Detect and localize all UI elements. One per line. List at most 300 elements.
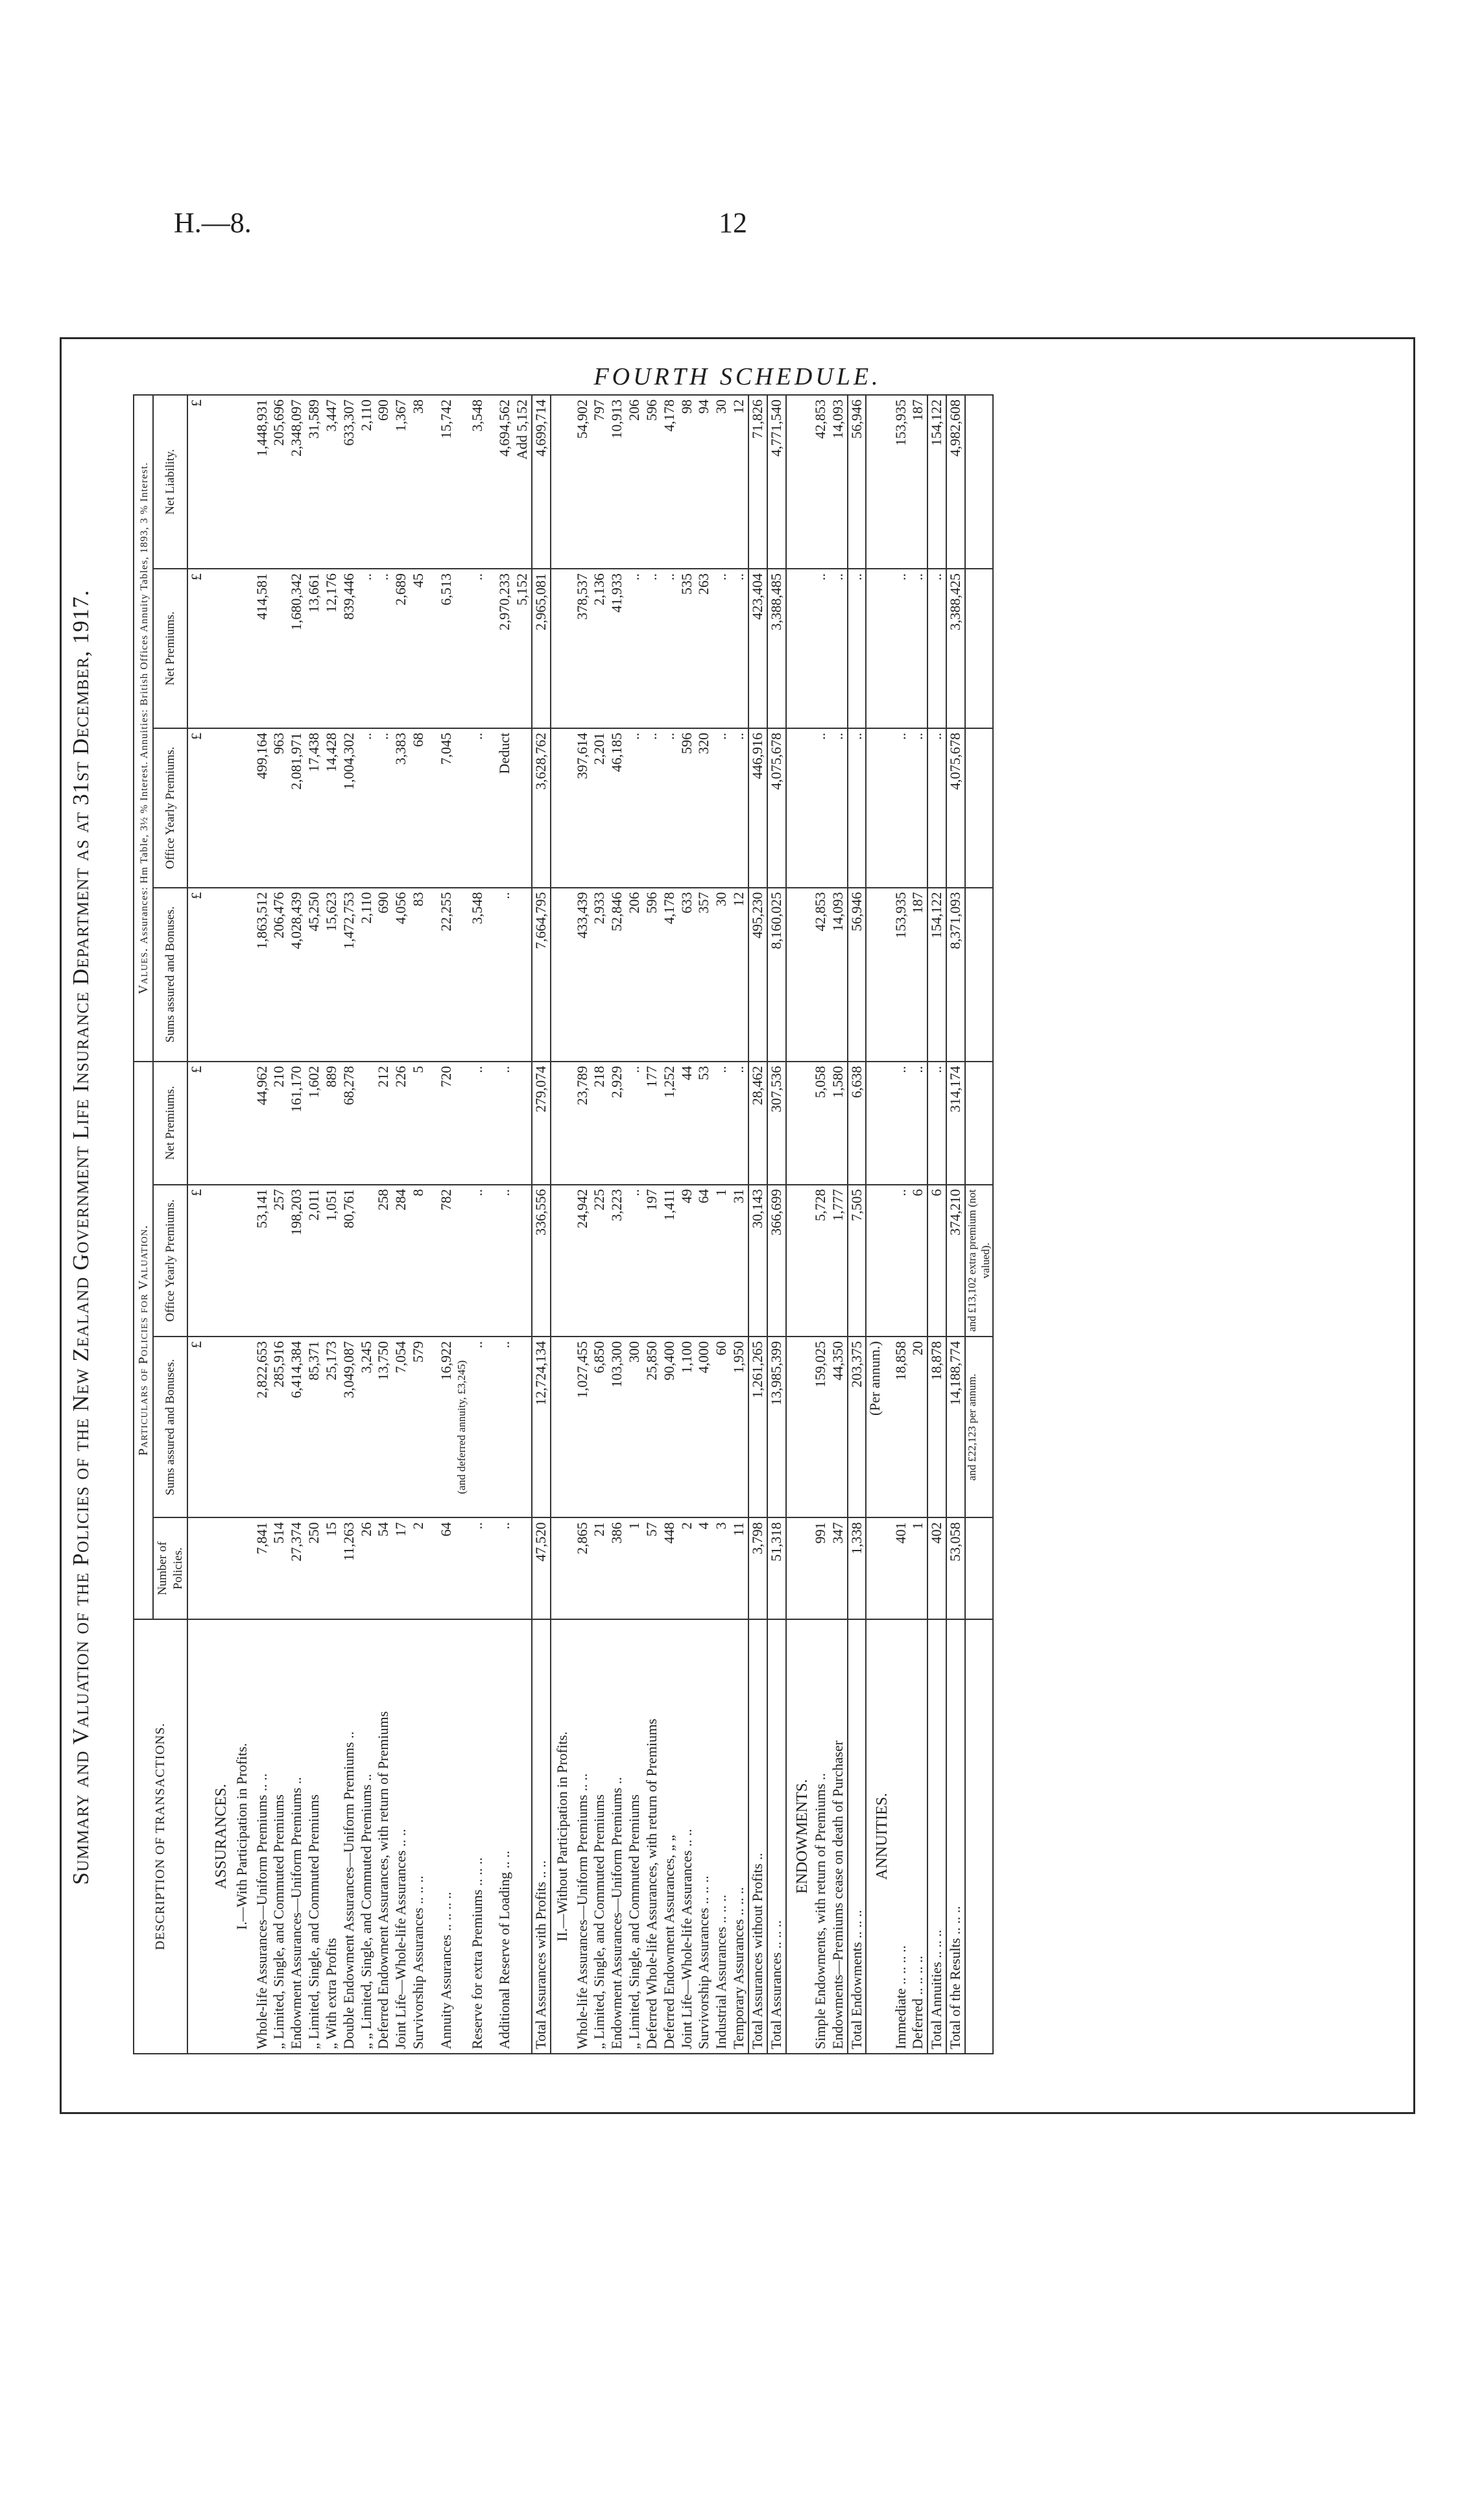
table-row (358, 395, 376, 2054)
cell-value: 45,250 (305, 888, 323, 1062)
cell-value: 8 (410, 1185, 427, 1337)
cell-value: 963 (270, 728, 288, 888)
cell-value: 51,318 (767, 1517, 786, 1619)
cell-value: .. (375, 728, 392, 888)
schedule-frame (60, 337, 1415, 2114)
cell-value: 45 (410, 569, 427, 728)
row-description: I.—With Participation in Profits. (231, 1619, 254, 2054)
cell-value: 433,439 (574, 888, 592, 1062)
cell-value: 535 (678, 569, 696, 728)
row-description (486, 1619, 496, 2054)
col-values-net-premiums: Net Premiums. (153, 569, 187, 728)
cell-value: and £13,102 extra premium (not valued). (965, 1185, 993, 1337)
table-row (866, 395, 892, 2054)
cell-value: 3,548 (469, 395, 486, 569)
col-description-header: DESCRIPTION OF TRANSACTIONS. (134, 1619, 187, 2054)
cell-value: 38 (410, 395, 427, 569)
cell-value: 3,447 (323, 395, 341, 569)
row-description: Joint Life—Whole-life Assurances .. .. (678, 1619, 696, 2054)
cell-value: 206 (626, 888, 643, 1062)
cell-value (786, 395, 812, 569)
row-description: Total of the Results .. .. .. (946, 1619, 965, 2054)
cell-value: 7,054 (392, 1337, 410, 1517)
table-row (270, 395, 288, 2054)
cell-value: 402 (927, 1517, 946, 1619)
row-description: „ Limited, Single, and Commuted Premiums (626, 1619, 643, 2054)
cell-value: (and deferred annuity, £3,245) (455, 1337, 469, 1517)
cell-value: 401 (892, 1517, 910, 1619)
cell-value: 782 (438, 1185, 455, 1337)
cell-value (551, 888, 574, 1062)
table-row (574, 395, 592, 2054)
cell-value: 44,962 (254, 1062, 271, 1185)
cell-value: 2,689 (392, 569, 410, 728)
cell-value: 226 (392, 1062, 410, 1185)
cell-value: 187 (909, 888, 927, 1062)
cell-value (270, 569, 288, 728)
cell-value: 596 (643, 395, 661, 569)
cell-value (206, 728, 231, 888)
cell-value: 1,680,342 (288, 569, 305, 728)
cell-value: 7,841 (254, 1517, 271, 1619)
cell-value: .. (358, 728, 376, 888)
row-description: Deferred .. .. .. .. (909, 1619, 927, 2054)
cell-value: 177 (643, 1062, 661, 1185)
cell-value (358, 1185, 376, 1337)
cell-value: 2,081,971 (288, 728, 305, 888)
cell-value: 839,446 (341, 569, 358, 728)
cell-value: 4,771,540 (767, 395, 786, 569)
cell-value: 4,075,678 (767, 728, 786, 888)
cell-value: 423,404 (748, 569, 767, 728)
cell-value (231, 1185, 254, 1337)
cell-value (486, 395, 496, 569)
cell-value (786, 888, 812, 1062)
cell-value: 1,602 (305, 1062, 323, 1185)
cell-value: 12 (730, 888, 748, 1062)
cell-value: 85,371 (305, 1337, 323, 1517)
cell-value: 42,853 (812, 395, 830, 569)
page-number: 12 (719, 207, 747, 239)
cell-value: 4,075,678 (946, 728, 965, 888)
cell-value: 4,028,439 (288, 888, 305, 1062)
cell-value: 1,950 (730, 1337, 748, 1517)
cell-value (786, 1062, 812, 1185)
cell-value: 4,178 (661, 395, 678, 569)
cell-value: 14,093 (830, 395, 848, 569)
cell-value: 300 (626, 1337, 643, 1517)
cell-value (514, 1337, 532, 1517)
cell-value: 2 (678, 1517, 696, 1619)
cell-value: 889 (323, 1062, 341, 1185)
cell-value (231, 1062, 254, 1185)
cell-value: 2,136 (591, 569, 608, 728)
table-row (830, 395, 848, 2054)
col-net-liability: Net Liability. (153, 395, 187, 569)
cell-value: .. (909, 728, 927, 888)
cell-value: 2,822,653 (254, 1337, 271, 1517)
row-description: „ With extra Profits (323, 1619, 341, 2054)
cell-value: .. (496, 1517, 514, 1619)
cell-value: 991 (812, 1517, 830, 1619)
cell-value: 495,230 (748, 888, 767, 1062)
table-row (288, 395, 305, 2054)
row-description: ENDOWMENTS. (786, 1619, 812, 2054)
row-description: Whole-life Assurances—Uniform Premiums .. .. (574, 1619, 592, 2054)
table-row (231, 395, 254, 2054)
cell-value (965, 395, 993, 569)
cell-value: 374,210 (946, 1185, 965, 1337)
cell-value: Add 5,152 (514, 395, 532, 569)
cell-value: 5,058 (812, 1062, 830, 1185)
cell-value (427, 888, 438, 1062)
cell-value: .. (909, 569, 927, 728)
cell-value (514, 1185, 532, 1337)
row-description: Deferred Endowment Assurances, „ „ (661, 1619, 678, 2054)
row-description: Deferred Whole-life Assurances, with return of Premiums (643, 1619, 661, 2054)
cell-value: 24,942 (574, 1185, 592, 1337)
table-row (427, 395, 438, 2054)
table-row (438, 395, 455, 2054)
cell-value: .. (927, 569, 946, 728)
cell-value: .. (661, 728, 678, 888)
cell-value (786, 728, 812, 888)
cell-value: 41,933 (608, 569, 626, 728)
cell-value: 2 (410, 1517, 427, 1619)
table-row (678, 395, 696, 2054)
cell-value: 1,051 (323, 1185, 341, 1337)
cell-value: .. (713, 728, 730, 888)
cell-value: .. (848, 728, 867, 888)
cell-value: 6,850 (591, 1337, 608, 1517)
cell-value: 386 (608, 1517, 626, 1619)
cell-value (231, 1517, 254, 1619)
cell-value: 14,093 (830, 888, 848, 1062)
currency-symbol: £ (187, 1062, 206, 1185)
cell-value (786, 1337, 812, 1517)
cell-value: 30,143 (748, 1185, 767, 1337)
row-description: Total Assurances without Profits .. (748, 1619, 767, 2054)
cell-value (486, 728, 496, 888)
cell-value: 1,261,265 (748, 1337, 767, 1517)
cell-value: .. (496, 1337, 514, 1517)
cell-value: 16,922 (438, 1337, 455, 1517)
cell-value: 60 (713, 1337, 730, 1517)
cell-value: 284 (392, 1185, 410, 1337)
cell-value: .. (469, 569, 486, 728)
cell-value: 3,245 (358, 1337, 376, 1517)
cell-value: 397,614 (574, 728, 592, 888)
table-row (786, 395, 812, 2054)
cell-value: 3,798 (748, 1517, 767, 1619)
table-row (626, 395, 643, 2054)
cell-value (866, 1517, 892, 1619)
currency-symbol: £ (187, 1337, 206, 1517)
cell-value: 446,916 (748, 728, 767, 888)
cell-value: .. (812, 728, 830, 888)
cell-value: 206 (626, 395, 643, 569)
cell-value: .. (713, 1062, 730, 1185)
cell-value: 212 (375, 1062, 392, 1185)
cell-value: 11,263 (341, 1517, 358, 1619)
cell-value (455, 395, 469, 569)
cell-value: 1,472,753 (341, 888, 358, 1062)
row-description: Immediate .. .. .. .. (892, 1619, 910, 2054)
cell-value (427, 395, 438, 569)
cell-value: 13,661 (305, 569, 323, 728)
table-row (713, 395, 730, 2054)
row-description: Endowments—Premiums cease on death of Purchaser (830, 1619, 848, 2054)
cell-value: 2,865 (574, 1517, 592, 1619)
cell-value: 64 (438, 1517, 455, 1619)
cell-value: 30 (713, 888, 730, 1062)
cell-value: 15,623 (323, 888, 341, 1062)
cell-value: 90,400 (661, 1337, 678, 1517)
cell-value (455, 728, 469, 888)
table-row (455, 395, 469, 2054)
table-row (946, 395, 965, 2054)
table-row (812, 395, 830, 2054)
cell-value (965, 728, 993, 888)
cell-value: 336,556 (532, 1185, 551, 1337)
cell-value: 3,548 (469, 888, 486, 1062)
row-description: ANNUITIES. (866, 1619, 892, 2054)
currency-symbol: £ (187, 728, 206, 888)
cell-value: 30 (713, 395, 730, 569)
cell-value: 1,863,512 (254, 888, 271, 1062)
row-description (427, 1619, 438, 2054)
cell-value (455, 569, 469, 728)
row-description: Survivorship Assurances .. .. .. (410, 1619, 427, 2054)
cell-value: 161,170 (288, 1062, 305, 1185)
cell-value: 31 (730, 1185, 748, 1337)
cell-value: 31,589 (305, 395, 323, 569)
cell-value: 2,011 (305, 1185, 323, 1337)
cell-value: 3,049,087 (341, 1337, 358, 1517)
cell-value (486, 1517, 496, 1619)
cell-value (486, 1185, 496, 1337)
cell-value: 2,110 (358, 395, 376, 569)
cell-value: 17 (392, 1517, 410, 1619)
cell-value: 153,935 (892, 395, 910, 569)
cell-value: 1,338 (848, 1517, 867, 1619)
cell-value: 56,946 (848, 395, 867, 569)
cell-value: .. (358, 569, 376, 728)
cell-value: 53 (695, 1062, 713, 1185)
cell-value: 2,970,233 (496, 569, 514, 728)
cell-value (486, 569, 496, 728)
table-row (486, 395, 496, 2054)
cell-value (965, 1517, 993, 1619)
valuation-table-body (187, 395, 994, 2054)
cell-value: 6,638 (848, 1062, 867, 1185)
row-description: ASSURANCES. (206, 1619, 231, 2054)
table-row (848, 395, 867, 2054)
cell-value: .. (730, 1062, 748, 1185)
cell-value: 3 (713, 1517, 730, 1619)
cell-value: 46,185 (608, 728, 626, 888)
cell-value: .. (892, 569, 910, 728)
cell-value: 12,724,134 (532, 1337, 551, 1517)
table-row (591, 395, 608, 2054)
table-row (496, 395, 514, 2054)
cell-value: 414,581 (254, 569, 271, 728)
cell-value: 5,152 (514, 569, 532, 728)
cell-value: .. (643, 569, 661, 728)
cell-value: 44 (678, 1062, 696, 1185)
cell-value: 17,438 (305, 728, 323, 888)
cell-value: 7,664,795 (532, 888, 551, 1062)
cell-value: .. (892, 728, 910, 888)
table-row (375, 395, 392, 2054)
cell-value: .. (661, 569, 678, 728)
table-row (892, 395, 910, 2054)
cell-value: .. (469, 1517, 486, 1619)
cell-value: .. (469, 1185, 486, 1337)
cell-value: 28,462 (748, 1062, 767, 1185)
cell-value (514, 1517, 532, 1619)
cell-value (551, 569, 574, 728)
cell-value: 1 (909, 1517, 927, 1619)
cell-value (231, 569, 254, 728)
cell-value: 1 (626, 1517, 643, 1619)
cell-value: .. (892, 1062, 910, 1185)
cell-value: .. (496, 888, 514, 1062)
cell-value: 797 (591, 395, 608, 569)
col-net-premiums: Net Premiums. (153, 1062, 187, 1185)
cell-value: .. (496, 1062, 514, 1185)
row-description: Temporary Assurances .. .. .. (730, 1619, 748, 2054)
cell-value: 257 (270, 1185, 288, 1337)
cell-value: 1,777 (830, 1185, 848, 1337)
cell-value (514, 888, 532, 1062)
cell-value: 366,699 (767, 1185, 786, 1337)
cell-value (786, 1185, 812, 1337)
cell-value: 6,414,384 (288, 1337, 305, 1517)
cell-value (455, 1517, 469, 1619)
cell-value (427, 1517, 438, 1619)
cell-value: 2,201 (591, 728, 608, 888)
table-row (532, 395, 551, 2054)
cell-value (866, 888, 892, 1062)
cell-value: 18,858 (892, 1337, 910, 1517)
cell-value: 197 (643, 1185, 661, 1337)
cell-value: 12 (730, 395, 748, 569)
cell-value: 258 (375, 1185, 392, 1337)
cell-value: 71,826 (748, 395, 767, 569)
cell-value: 596 (678, 728, 696, 888)
table-row (254, 395, 271, 2054)
cell-value: 4,056 (392, 888, 410, 1062)
cell-value (866, 1062, 892, 1185)
row-description: Additional Reserve of Loading .. .. (496, 1619, 514, 2054)
currency-row (187, 395, 206, 2054)
cell-value: 20 (909, 1337, 927, 1517)
cell-value: 68,278 (341, 1062, 358, 1185)
cell-value (427, 728, 438, 888)
row-description: Simple Endowments, with return of Premiums .. (812, 1619, 830, 2054)
cell-value: 210 (270, 1062, 288, 1185)
cell-value: 42,853 (812, 888, 830, 1062)
cell-value (866, 1185, 892, 1337)
cell-value (455, 1062, 469, 1185)
cell-value: 94 (695, 395, 713, 569)
row-description: Total Assurances .. .. .. (767, 1619, 786, 2054)
cell-value (486, 888, 496, 1062)
cell-value (231, 395, 254, 569)
cell-value: 26 (358, 1517, 376, 1619)
cell-value (427, 1185, 438, 1337)
cell-value (786, 1517, 812, 1619)
cell-value (514, 1062, 532, 1185)
currency-symbol: £ (187, 395, 206, 569)
row-description: Deferred Endowment Assurances, with return of Premiums (375, 1619, 392, 2054)
cell-value (551, 1062, 574, 1185)
cell-value: 11 (730, 1517, 748, 1619)
row-description: Endowment Assurances—Uniform Premiums .. (608, 1619, 626, 2054)
cell-value: .. (927, 728, 946, 888)
row-description (965, 1619, 993, 2054)
cell-value: 2,110 (358, 888, 376, 1062)
cell-value (427, 1062, 438, 1185)
cell-value: 5 (410, 1062, 427, 1185)
cell-value: 198,203 (288, 1185, 305, 1337)
table-row (767, 395, 786, 2054)
cell-value: 2,965,081 (532, 569, 551, 728)
values-basis-note: Assurances: Hm Table, 3½ % Interest. Annuities: British Offices Annuity Tables, 1893, 3 % Interest. (139, 462, 150, 944)
cell-value: 1,580 (830, 1062, 848, 1185)
row-description: „ Limited, Single, and Commuted Premiums (305, 1619, 323, 2054)
table-row (469, 395, 486, 2054)
cell-value: 1,027,455 (574, 1337, 592, 1517)
cell-value (786, 569, 812, 728)
cell-value (551, 1517, 574, 1619)
col-sums-assured: Sums assured and Bonuses. (153, 1337, 187, 1517)
currency-symbol: £ (187, 888, 206, 1062)
cell-value: .. (730, 569, 748, 728)
table-row (608, 395, 626, 2054)
cell-value: 307,536 (767, 1062, 786, 1185)
cell-value: .. (713, 569, 730, 728)
row-description: Total Annuities .. .. .. (927, 1619, 946, 2054)
cell-value: 8,160,025 (767, 888, 786, 1062)
cell-value: 15 (323, 1517, 341, 1619)
main-title: Summary and Valuation of the Policies of the New Zealand Government Life Insurance Department as at 31st December, 1917. (68, 589, 93, 1885)
cell-value: 1,252 (661, 1062, 678, 1185)
table-row (323, 395, 341, 2054)
col-values-office-premiums: Office Yearly Premiums. (153, 728, 187, 888)
table-row (730, 395, 748, 2054)
cell-value: .. (496, 1185, 514, 1337)
cell-value: 57 (643, 1517, 661, 1619)
cell-value: 579 (410, 1337, 427, 1517)
cell-value: 18,878 (927, 1337, 946, 1517)
cell-value: 499,164 (254, 728, 271, 888)
cell-value: 205,696 (270, 395, 288, 569)
cell-value: 1,004,302 (341, 728, 358, 888)
cell-value: and £22,123 per annum. (965, 1337, 993, 1517)
cell-value: 12,176 (323, 569, 341, 728)
cell-value: 285,916 (270, 1337, 288, 1517)
cell-value: 52,846 (608, 888, 626, 1062)
cell-value (231, 1337, 254, 1517)
cell-value: (Per annum.) (866, 1337, 892, 1517)
cell-value: 53,141 (254, 1185, 271, 1337)
cell-value: 596 (643, 888, 661, 1062)
cell-value: 279,074 (532, 1062, 551, 1185)
row-description: Total Assurances with Profits .. .. (532, 1619, 551, 2054)
cell-value: 154,122 (927, 395, 946, 569)
